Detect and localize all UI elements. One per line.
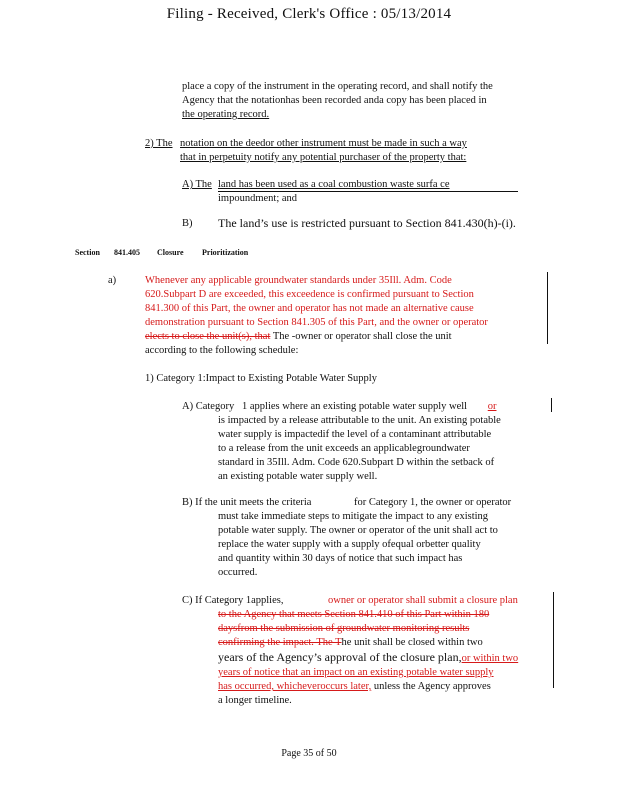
cat1-c-line-7 [218, 680, 548, 694]
item-a-line-2: impoundment; and [218, 191, 518, 206]
cat1-a-label: A) Category [182, 401, 235, 412]
section-label: Section [75, 248, 100, 257]
cat1-a-line-4: to a release from the unit exceeds an applicablegroundwater [218, 443, 470, 454]
cat1-c-line-8: a longer timeline. [218, 695, 292, 706]
change-bar-3 [553, 592, 554, 688]
cat1-c-line-4-deleted: confirming the impact. The T [218, 637, 342, 648]
cat1-c-line-4 [218, 636, 548, 650]
cat1-c-line-6-inserted: years of notice that an impact on an existing potable water supply [218, 667, 494, 678]
cat1-a-line-3: water supply is impactedif the level of a contaminant attributable [218, 429, 492, 440]
item-a-line-1: land has been used as a coal combustion waste surfa ce [218, 179, 450, 190]
para-a-body [145, 274, 545, 358]
para-a-line-6: according to the following schedule: [145, 345, 299, 356]
cat1-b-line-4: replace the water supply with a supply ofequal orbetter quality [218, 539, 481, 550]
cat1-c-line-1-inserted: owner or operator shall submit a closure plan [328, 595, 518, 606]
item-2-line-1: notation on the deedor other instrument must be made in such a way [180, 138, 467, 149]
cat1-b-body [218, 510, 548, 580]
change-bar-1 [547, 272, 548, 344]
change-bar-2 [551, 398, 552, 412]
section-number: 841.405 [114, 248, 140, 257]
page-number: Page 35 of 50 [281, 748, 337, 759]
item-2-line-2 [180, 151, 540, 165]
cat1-c-label: C) If Category 1applies, [182, 595, 284, 606]
cat1-a-line-6: an existing potable water supply well. [218, 471, 378, 482]
para-a-line-1: Whenever any applicable groundwater standards under 35Ill. Adm. Code [145, 275, 452, 286]
para-a-line-2: 620.Subpart D are exceeded, this exceedence is confirmed pursuant to Section [145, 289, 474, 300]
para-a-line-3: 841.300 of this Part, the owner and operator has not made an alternative cause [145, 303, 474, 314]
cat1-a-body [218, 414, 548, 484]
cat1-b-label: B) If the unit meets the criteria [182, 497, 312, 508]
filing-header: Filing - Received, Clerk's Office : 05/13/2014 [166, 6, 452, 22]
top-paragraph [182, 80, 542, 122]
item-a-label: A) The [182, 179, 212, 190]
para-a-label: a) [108, 275, 117, 286]
cat1-b-line-3: potable water supply. The owner or operator of the unit shall act to [218, 525, 498, 536]
section-title-prioritization: Prioritization [202, 248, 249, 257]
cat1-c-body [218, 608, 548, 708]
cat1-c-line-7-inserted: has occurred, whicheveroccurs later, [218, 681, 372, 692]
para-a-line-5-text: The -owner or operator shall close the unit [272, 331, 452, 342]
cat1-a-line-5: standard in 35Ill. Adm. Code 620.Subpart D within the setback of [218, 457, 495, 468]
section-title-closure: Closure [157, 248, 184, 257]
para-a-line-5-deleted: elects to close the unit(s), that [145, 331, 271, 342]
cat1-b-line-6: occurred. [218, 567, 258, 578]
cat1-b-line-1: for Category 1, the owner or operator [354, 497, 512, 508]
item-b-label: B) [182, 218, 193, 229]
item-b-text: The land’s use is restricted pursuant to Section 841.430(h)-(i). [218, 216, 516, 230]
cat1-a-line-1 [242, 400, 542, 414]
cat1-c-line-7-text: unless the Agency approves [373, 681, 491, 692]
cat1-c-line-3-deleted: daysfrom the submission of groundwater monitoring results [218, 623, 470, 634]
top-paragraph-line-3: the operating record. [182, 109, 270, 120]
para-a-line-5 [145, 330, 545, 344]
cat1-c-line-5-text: years of the Agency’s approval of the closure plan, [218, 650, 462, 664]
item-2-label: 2) The [145, 138, 173, 149]
cat1-a-line-1-text: 1 applies where an existing potable water supply well [242, 401, 468, 412]
cat1-c-line-2-deleted: to the Agency that meets Section 841.410 of this Part within 180 [218, 609, 490, 620]
cat1-a-line-1-inserted: or [487, 401, 497, 412]
cat1-b-line-5: and quantity within 30 days of notice that such impact has [218, 553, 463, 564]
top-paragraph-line-2: Agency that the notationhas been recorded anda copy has been placed in [182, 95, 487, 106]
cat1-b-line-2: must take immediate steps to mitigate the impact to any existing [218, 511, 489, 522]
cat1-c-line-5-inserted: or within two [461, 653, 519, 664]
item-2-line-2-text: that in perpetuity notify any potential purchaser of the property that: [180, 152, 467, 163]
top-paragraph-line-1: place a copy of the instrument in the operating record, and shall notify the [182, 81, 493, 92]
cat1-c-line-5 [218, 650, 548, 666]
cat1-a-line-2: is impacted by a release attributable to the unit. An existing potable [218, 415, 501, 426]
para-a-line-4: demonstration pursuant to Section 841.305 of this Part, and the owner or operator [145, 317, 488, 328]
category-1-title: 1) Category 1:Impact to Existing Potable Water Supply [145, 373, 377, 384]
cat1-c-line-4-text: he unit shall be closed within two [341, 637, 483, 648]
